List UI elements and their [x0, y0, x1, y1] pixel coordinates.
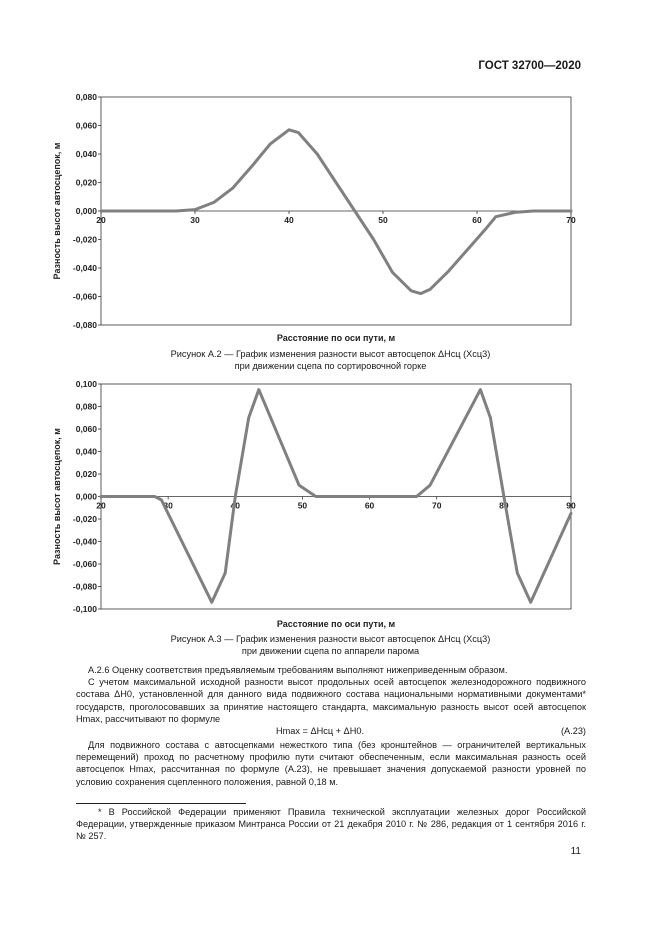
y-tick-label: -0,080 — [72, 320, 97, 330]
y-tick-label: -0,060 — [72, 291, 97, 302]
y-tick-label: 0,020 — [75, 177, 97, 188]
x-tick-label: 70 — [566, 215, 576, 225]
x-axis-label: Расстояние по оси пути, м — [276, 333, 396, 343]
y-axis-label: Разность высот автосцепок, м — [52, 428, 62, 565]
x-tick-label: 20 — [96, 500, 106, 511]
y-tick-label: 0,000 — [75, 491, 97, 502]
y-tick-label: 0,000 — [75, 206, 97, 216]
paragraph-max-diff: С учетом максимальной исходной разности высот продольных осей автосцепок железнодорожного подвижного состава ΔH0, установленной для данного вида подвижного состава национальными нормативными документами* государств, проголосовавших за принятие настоящего стандарта, максимальную разность высот осей автосцепок Hmax, рассчитывают по формуле — [76, 677, 586, 724]
y-axis-label: Разность высот автосцепок, м — [52, 142, 62, 280]
figure-a2-caption-line1: Рисунок А.2 — График изменения разности высот автосцепок ΔHсц (Xсц3) — [170, 349, 491, 359]
equation-number: (А.23) — [560, 726, 586, 737]
y-tick-label: -0,100 — [72, 604, 97, 614]
chart-figure-a2 — [0, 0, 661, 345]
x-tick-label: 40 — [230, 500, 241, 511]
standard-header: ГОСТ 32700—2020 — [478, 60, 581, 72]
body-text — [76, 664, 586, 788]
figure-a3-caption-line2: при движении сцепа по аппарели парома — [241, 646, 420, 656]
y-tick-label: 0,080 — [75, 401, 97, 412]
chart-figure-a3 — [0, 372, 661, 632]
footnote — [76, 806, 586, 843]
y-tick-label: -0,040 — [72, 263, 97, 273]
figure-a2-caption — [0, 348, 661, 372]
y-tick-label: -0,060 — [72, 559, 97, 569]
data-series-line — [101, 130, 571, 294]
page-number: 11 — [570, 846, 581, 857]
y-tick-label: -0,080 — [72, 581, 97, 592]
x-tick-label: 90 — [566, 500, 576, 511]
footnote-text: * В Российской Федерации применяют Правила технической эксплуатации железных дорог Российской Федерации, утвержденные приказом Минтранса России от 21 декабря 2010 г. № 286, редакция от 1 сентября 2016 г. № 257. — [76, 807, 586, 842]
y-tick-label: 0,040 — [75, 149, 97, 159]
x-tick-label: 30 — [190, 215, 200, 225]
y-tick-label: 0,060 — [75, 424, 97, 434]
x-tick-label: 40 — [284, 215, 294, 225]
figure-a2-caption-line2: при движении сцепа по сортировочной горке — [234, 361, 427, 371]
formula-a23: Hmax = ΔHсц + ΔH0. — [276, 726, 364, 737]
y-tick-label: 0,020 — [75, 469, 97, 479]
x-axis-label: Расстояние по оси пути, м — [276, 619, 396, 629]
paragraph-nonrigid: Для подвижного состава с автосцепками нежесткого типа (без кронштейнов — ограничителей вертикальных перемещений) проход по расчетному профилю пути считают обеспеченным, если максимальная разность осей автосцепок Hmax, рассчитанная по формуле (А.23), не превышает значения допускаемой разности уровней по условию сохранения сцепленного положения, равной 0,18 м. — [76, 740, 586, 787]
x-tick-label: 50 — [378, 215, 388, 225]
x-tick-label: 50 — [297, 500, 308, 511]
x-tick-label: 30 — [163, 500, 173, 511]
y-tick-label: 0,100 — [75, 379, 97, 389]
y-tick-label: 0,060 — [75, 120, 97, 131]
figure-a3-caption-line1: Рисунок А.3 — График изменения разности высот автосцепок ΔHсц (Xсц3) — [170, 634, 491, 644]
figure-a3-caption — [0, 633, 661, 657]
y-tick-label: -0,040 — [72, 536, 97, 547]
footnote-rule — [76, 803, 246, 804]
data-series-line — [101, 390, 571, 603]
x-tick-label: 70 — [431, 500, 442, 511]
y-tick-label: 0,040 — [75, 446, 97, 457]
y-tick-label: -0,020 — [72, 234, 97, 245]
x-tick-label: 80 — [499, 500, 509, 511]
formula-row — [76, 725, 586, 739]
x-tick-label: 60 — [364, 500, 375, 511]
paragraph-a26: А.2.6 Оценку соответствия предъявляемым требованиям выполняют нижеприведенным образом. — [88, 665, 508, 675]
x-tick-label: 20 — [96, 215, 106, 225]
x-tick-label: 60 — [472, 215, 482, 225]
y-tick-label: 0,080 — [75, 92, 97, 102]
y-tick-label: -0,020 — [72, 514, 97, 524]
